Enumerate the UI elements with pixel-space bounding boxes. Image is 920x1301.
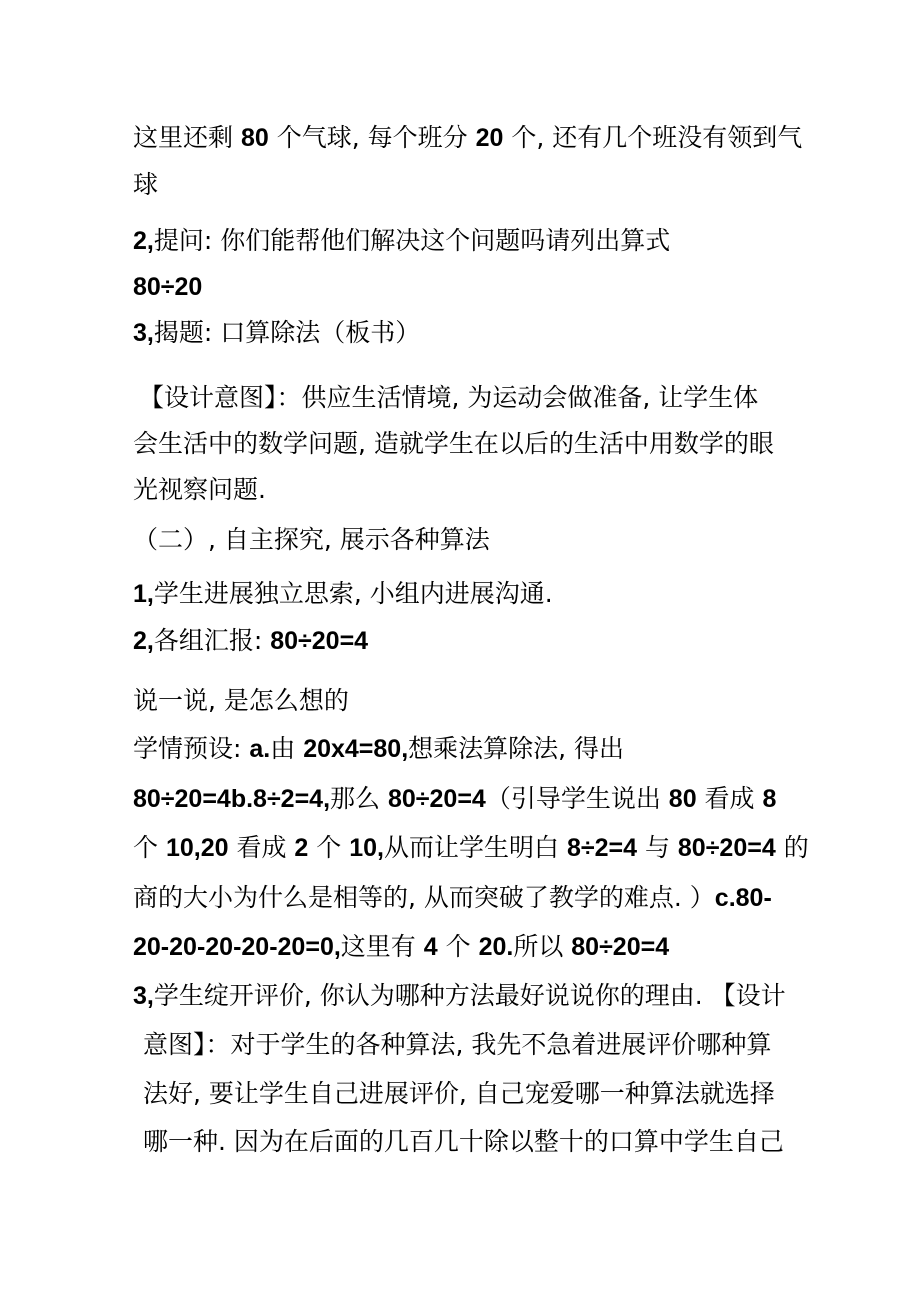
text-line: 会生活中的数学问题, 造就学生在以后的生活中用数学的眼 (133, 429, 774, 458)
text-line: 3,揭题: 口算除法（板书） (133, 318, 421, 347)
text-line: 3,学生绽开评价, 你认为哪种方法最好说说你的理由. 【设计 (133, 981, 786, 1010)
text-line: 商的大小为什么是相等的, 从而突破了教学的难点. ）c.80- (133, 883, 772, 912)
text-line: 学情预设: a.由 20x4=80,想乘法算除法, 得出 (133, 734, 625, 763)
text-line: 意图】：对于学生的各种算法, 我先不急着进展评价哪种算 (143, 1030, 772, 1059)
text-line: 个 10,20 看成 2 个 10,从而让学生明白 8÷2=4 与 80÷20=4 的 (133, 833, 809, 862)
text-line: 【设计意图】：供应生活情境, 为运动会做准备, 让学生体 (139, 383, 759, 412)
text-line: 光视察问题. (133, 475, 266, 504)
text-line: 球 (133, 170, 159, 199)
text-line: （二）, 自主探究, 展示各种算法 (133, 525, 490, 554)
text-line: 2,各组汇报: 80÷20=4 (133, 626, 369, 655)
text-line: 80÷20 (133, 273, 203, 301)
text-line: 哪一种. 因为在后面的几百几十除以整十的口算中学生自己 (143, 1127, 784, 1156)
text-line: 1,学生进展独立思索, 小组内进展沟通. (133, 579, 553, 608)
text-line: 法好, 要让学生自己进展评价, 自己宠爱哪一种算法就选择 (143, 1079, 775, 1108)
text-line: 说一说, 是怎么想的 (133, 686, 349, 715)
text-line: 2,提问: 你们能帮他们解决这个问题吗请列出算式 (133, 226, 671, 255)
text-line: 20-20-20-20-20=0,这里有 4 个 20.所以 80÷20=4 (133, 932, 670, 961)
text-line: 这里还剩 80 个气球, 每个班分 20 个, 还有几个班没有领到气 (133, 123, 803, 152)
text-line: 80÷20=4b.8÷2=4,那么 80÷20=4（引导学生说出 80 看成 8 (133, 784, 777, 813)
